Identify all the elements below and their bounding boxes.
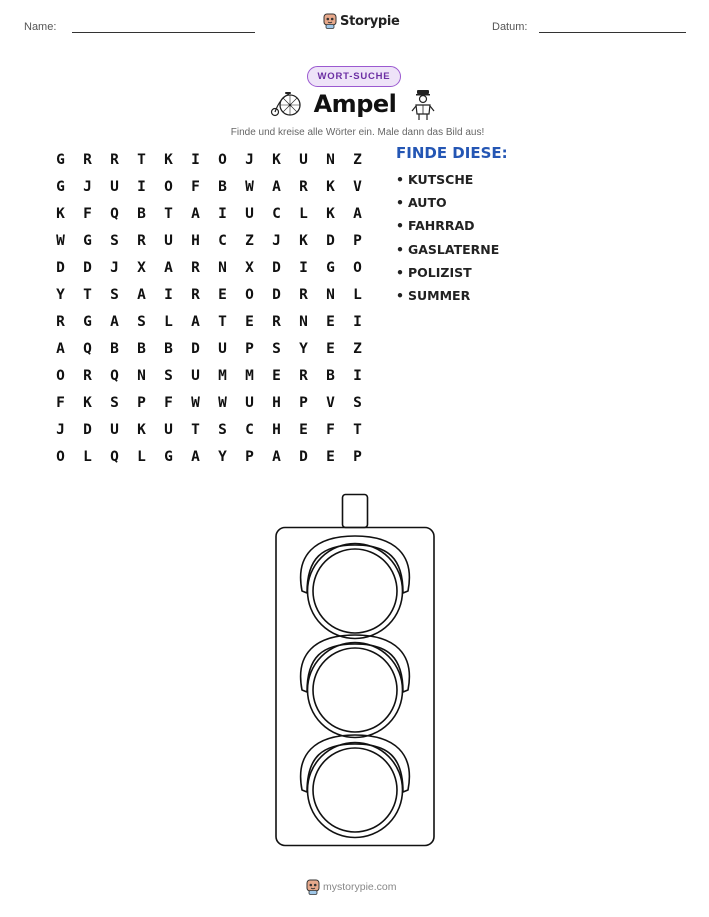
date-line bbox=[539, 32, 686, 33]
grid-letter[interactable]: A bbox=[272, 448, 281, 465]
grid-letter[interactable]: U bbox=[218, 340, 227, 357]
grid-letter[interactable]: L bbox=[353, 286, 362, 303]
grid-letter[interactable]: K bbox=[164, 151, 173, 168]
word-list-item bbox=[396, 217, 499, 240]
grid-letter[interactable]: I bbox=[299, 259, 308, 276]
grid-letter[interactable]: J bbox=[110, 259, 119, 276]
grid-letter[interactable]: K bbox=[326, 205, 335, 222]
grid-letter[interactable]: O bbox=[164, 178, 173, 195]
word-list-title: FINDE DIESE: bbox=[396, 144, 508, 162]
grid-letter[interactable]: A bbox=[164, 259, 173, 276]
traffic-light-illustration bbox=[270, 490, 440, 852]
grid-letter[interactable]: M bbox=[218, 367, 227, 384]
word-list-item bbox=[396, 264, 499, 287]
grid-letter[interactable]: G bbox=[83, 313, 92, 330]
bullet: • bbox=[396, 195, 404, 211]
storypie-mascot-icon bbox=[323, 13, 337, 29]
grid-letter[interactable]: E bbox=[326, 340, 335, 357]
grid-letter[interactable]: F bbox=[326, 421, 335, 438]
grid-letter[interactable]: I bbox=[353, 313, 362, 330]
light-green bbox=[301, 735, 410, 838]
grid-letter[interactable]: Y bbox=[299, 340, 308, 357]
grid-letter[interactable]: U bbox=[110, 178, 119, 195]
grid-letter[interactable]: Q bbox=[110, 448, 119, 465]
grid-letter[interactable]: Q bbox=[110, 367, 119, 384]
word-list-item bbox=[396, 241, 499, 264]
grid-letter[interactable]: S bbox=[272, 340, 281, 357]
grid-letter[interactable]: T bbox=[218, 313, 227, 330]
name-label: Name: bbox=[24, 21, 57, 33]
footer-site: mystorypie.com bbox=[323, 881, 397, 893]
grid-row bbox=[47, 173, 371, 200]
grid-row bbox=[47, 416, 371, 443]
grid-letter[interactable]: E bbox=[218, 286, 227, 303]
word-label: AUTO bbox=[408, 195, 447, 211]
grid-letter[interactable]: A bbox=[191, 448, 200, 465]
grid-row bbox=[47, 200, 371, 227]
grid-letter[interactable]: Z bbox=[245, 232, 254, 249]
grid-letter[interactable]: P bbox=[353, 448, 362, 465]
grid-letter[interactable]: N bbox=[299, 313, 308, 330]
grid-letter[interactable]: S bbox=[137, 313, 146, 330]
grid-letter[interactable]: A bbox=[56, 340, 65, 357]
grid-letter[interactable]: O bbox=[353, 259, 362, 276]
grid-letter[interactable]: Q bbox=[83, 340, 92, 357]
grid-letter[interactable]: I bbox=[218, 205, 227, 222]
grid-letter[interactable]: J bbox=[56, 421, 65, 438]
grid-letter[interactable]: W bbox=[245, 178, 254, 195]
grid-letter[interactable]: D bbox=[272, 286, 281, 303]
grid-letter[interactable]: B bbox=[326, 367, 335, 384]
grid-row bbox=[47, 335, 371, 362]
bullet: • bbox=[396, 264, 404, 280]
grid-letter[interactable]: G bbox=[56, 178, 65, 195]
grid-letter[interactable]: E bbox=[299, 421, 308, 438]
grid-letter[interactable]: C bbox=[218, 232, 227, 249]
grid-letter[interactable]: R bbox=[299, 367, 308, 384]
bullet: • bbox=[396, 172, 404, 187]
grid-letter[interactable]: D bbox=[83, 259, 92, 276]
grid-letter[interactable]: F bbox=[83, 205, 92, 222]
traffic-light-housing bbox=[276, 528, 434, 846]
grid-letter[interactable]: A bbox=[353, 205, 362, 222]
grid-letter[interactable]: H bbox=[191, 232, 200, 249]
grid-letter[interactable]: E bbox=[245, 313, 254, 330]
grid-letter[interactable]: T bbox=[137, 151, 146, 168]
word-list-item bbox=[396, 194, 499, 217]
word-list-item bbox=[396, 171, 499, 194]
grid-letter[interactable]: D bbox=[56, 259, 65, 276]
grid-letter[interactable]: U bbox=[245, 394, 254, 411]
grid-row bbox=[47, 254, 371, 281]
puzzle-type-badge: WORT-SUCHE bbox=[307, 66, 401, 87]
grid-letter[interactable]: T bbox=[353, 421, 362, 438]
grid-letter[interactable]: K bbox=[83, 394, 92, 411]
bullet: • bbox=[396, 241, 404, 257]
police-officer-icon bbox=[411, 89, 435, 121]
grid-letter[interactable]: B bbox=[110, 340, 119, 357]
bullet: • bbox=[396, 287, 404, 303]
grid-letter[interactable]: Y bbox=[218, 448, 227, 465]
grid-letter[interactable]: L bbox=[164, 313, 173, 330]
grid-letter[interactable]: G bbox=[56, 151, 65, 168]
storypie-mascot-icon bbox=[306, 879, 320, 895]
grid-letter[interactable]: A bbox=[137, 286, 146, 303]
grid-letter[interactable]: P bbox=[137, 394, 146, 411]
grid-letter[interactable]: Y bbox=[56, 286, 65, 303]
grid-letter[interactable]: E bbox=[326, 313, 335, 330]
word-label: GASLATERNE bbox=[408, 241, 500, 257]
grid-letter[interactable]: W bbox=[56, 232, 65, 249]
grid-letter[interactable]: R bbox=[83, 151, 92, 168]
grid-letter[interactable]: A bbox=[110, 313, 119, 330]
grid-letter[interactable]: P bbox=[245, 340, 254, 357]
grid-letter[interactable]: G bbox=[326, 259, 335, 276]
grid-row bbox=[47, 389, 371, 416]
grid-row bbox=[47, 308, 371, 335]
grid-letter[interactable]: K bbox=[137, 421, 146, 438]
grid-letter[interactable]: I bbox=[353, 367, 362, 384]
grid-letter[interactable]: L bbox=[137, 448, 146, 465]
grid-letter[interactable]: L bbox=[299, 205, 308, 222]
grid-letter[interactable]: N bbox=[218, 259, 227, 276]
grid-letter[interactable]: C bbox=[245, 421, 254, 438]
word-label: KUTSCHE bbox=[408, 172, 474, 187]
grid-letter[interactable]: N bbox=[326, 151, 335, 168]
grid-letter[interactable]: V bbox=[353, 178, 362, 195]
grid-letter[interactable]: U bbox=[164, 232, 173, 249]
grid-letter[interactable]: P bbox=[353, 232, 362, 249]
grid-row bbox=[47, 362, 371, 389]
grid-letter[interactable]: U bbox=[191, 367, 200, 384]
instructions-text: Finde und kreise alle Wörter ein. Male dann das Bild aus! bbox=[230, 127, 485, 138]
grid-letter[interactable]: P bbox=[245, 448, 254, 465]
grid-row bbox=[47, 281, 371, 308]
grid-letter[interactable]: R bbox=[110, 151, 119, 168]
grid-letter[interactable]: Q bbox=[110, 205, 119, 222]
grid-letter[interactable]: U bbox=[245, 205, 254, 222]
page-title: Ampel bbox=[313, 90, 397, 118]
word-list bbox=[396, 171, 499, 310]
grid-letter[interactable]: F bbox=[56, 394, 65, 411]
grid-letter[interactable]: B bbox=[218, 178, 227, 195]
word-label: FAHRRAD bbox=[408, 218, 475, 234]
grid-letter[interactable]: K bbox=[299, 232, 308, 249]
grid-letter[interactable]: D bbox=[83, 421, 92, 438]
grid-letter[interactable]: A bbox=[272, 178, 281, 195]
grid-letter[interactable]: K bbox=[326, 178, 335, 195]
grid-letter[interactable]: P bbox=[299, 394, 308, 411]
grid-letter[interactable]: R bbox=[299, 286, 308, 303]
grid-letter[interactable]: R bbox=[137, 232, 146, 249]
grid-letter[interactable]: T bbox=[191, 421, 200, 438]
grid-letter[interactable]: V bbox=[326, 394, 335, 411]
grid-letter[interactable]: Z bbox=[353, 151, 362, 168]
light-red bbox=[301, 536, 410, 639]
grid-letter[interactable]: M bbox=[245, 367, 254, 384]
grid-letter[interactable]: D bbox=[299, 448, 308, 465]
grid-letter[interactable]: H bbox=[272, 394, 281, 411]
grid-letter[interactable]: K bbox=[272, 151, 281, 168]
grid-letter[interactable]: J bbox=[245, 151, 254, 168]
grid-letter[interactable]: K bbox=[56, 205, 65, 222]
grid-letter[interactable]: A bbox=[191, 205, 200, 222]
light-yellow bbox=[301, 635, 410, 738]
grid-letter[interactable]: U bbox=[299, 151, 308, 168]
date-label: Datum: bbox=[492, 21, 528, 33]
traffic-light-pole bbox=[343, 495, 368, 528]
grid-letter[interactable]: X bbox=[137, 259, 146, 276]
grid-letter[interactable]: E bbox=[272, 367, 281, 384]
grid-row bbox=[47, 443, 371, 470]
grid-letter[interactable]: W bbox=[218, 394, 227, 411]
grid-letter[interactable]: O bbox=[56, 448, 65, 465]
grid-letter[interactable]: R bbox=[83, 367, 92, 384]
grid-letter[interactable]: R bbox=[56, 313, 65, 330]
grid-letter[interactable]: O bbox=[218, 151, 227, 168]
grid-letter[interactable]: F bbox=[164, 394, 173, 411]
grid-letter[interactable]: U bbox=[164, 421, 173, 438]
grid-letter[interactable]: N bbox=[137, 367, 146, 384]
grid-letter[interactable]: I bbox=[137, 178, 146, 195]
grid-letter[interactable]: T bbox=[164, 205, 173, 222]
grid-letter[interactable]: F bbox=[191, 178, 200, 195]
grid-letter[interactable]: O bbox=[245, 286, 254, 303]
grid-letter[interactable]: L bbox=[83, 448, 92, 465]
grid-letter[interactable]: R bbox=[191, 286, 200, 303]
grid-letter[interactable]: R bbox=[272, 313, 281, 330]
grid-letter[interactable]: B bbox=[137, 205, 146, 222]
grid-letter[interactable]: D bbox=[191, 340, 200, 357]
word-search-grid bbox=[47, 146, 371, 470]
grid-letter[interactable]: H bbox=[272, 421, 281, 438]
grid-letter[interactable]: I bbox=[191, 151, 200, 168]
grid-letter[interactable]: R bbox=[299, 178, 308, 195]
grid-letter[interactable]: D bbox=[326, 232, 335, 249]
grid-letter[interactable]: A bbox=[191, 313, 200, 330]
bullet: • bbox=[396, 218, 404, 234]
grid-letter[interactable]: N bbox=[326, 286, 335, 303]
grid-letter[interactable]: B bbox=[164, 340, 173, 357]
grid-letter[interactable]: S bbox=[110, 394, 119, 411]
name-line bbox=[72, 32, 255, 33]
word-label: SUMMER bbox=[408, 287, 471, 303]
footer bbox=[306, 879, 397, 895]
grid-letter[interactable]: O bbox=[56, 367, 65, 384]
grid-letter[interactable]: Z bbox=[353, 340, 362, 357]
grid-letter[interactable]: T bbox=[83, 286, 92, 303]
grid-letter[interactable]: W bbox=[191, 394, 200, 411]
grid-letter[interactable]: J bbox=[83, 178, 92, 195]
grid-letter[interactable]: E bbox=[326, 448, 335, 465]
grid-letter[interactable]: G bbox=[164, 448, 173, 465]
grid-letter[interactable]: S bbox=[164, 367, 173, 384]
grid-letter[interactable]: G bbox=[83, 232, 92, 249]
grid-letter[interactable]: S bbox=[218, 421, 227, 438]
grid-letter[interactable]: S bbox=[110, 286, 119, 303]
grid-letter[interactable]: C bbox=[272, 205, 281, 222]
grid-letter[interactable]: U bbox=[110, 421, 119, 438]
grid-letter[interactable]: S bbox=[353, 394, 362, 411]
grid-letter[interactable]: I bbox=[164, 286, 173, 303]
grid-letter[interactable]: D bbox=[272, 259, 281, 276]
grid-row bbox=[47, 146, 371, 173]
storypie-logo bbox=[323, 13, 400, 29]
word-label: POLIZIST bbox=[408, 264, 472, 280]
grid-letter[interactable]: S bbox=[110, 232, 119, 249]
word-list-item bbox=[396, 287, 499, 310]
brand-name: Storypie bbox=[340, 13, 400, 29]
grid-letter[interactable]: R bbox=[191, 259, 200, 276]
grid-letter[interactable]: X bbox=[245, 259, 254, 276]
grid-letter[interactable]: B bbox=[137, 340, 146, 357]
grid-letter[interactable]: J bbox=[272, 232, 281, 249]
grid-row bbox=[47, 227, 371, 254]
